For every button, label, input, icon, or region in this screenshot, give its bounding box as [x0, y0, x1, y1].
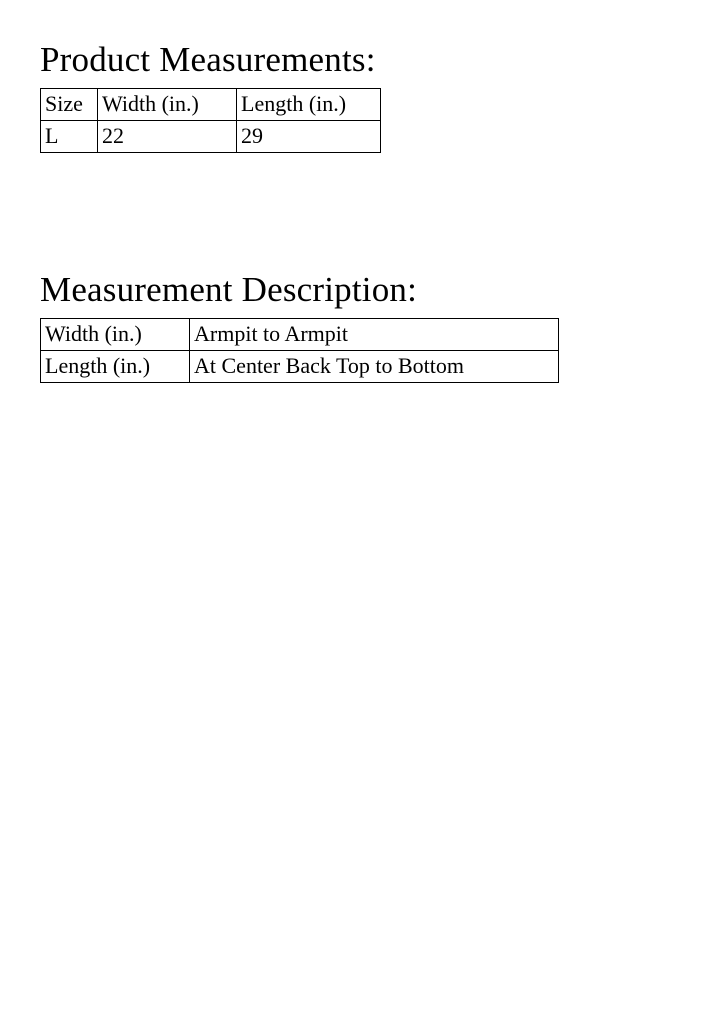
table-row — [41, 351, 559, 383]
cell-definition-width: Armpit to Armpit — [190, 319, 559, 351]
header-cell-length: Length (in.) — [237, 89, 381, 121]
cell-term-width: Width (in.) — [41, 319, 190, 351]
cell-definition-length: At Center Back Top to Bottom — [190, 351, 559, 383]
product-measurements-title: Product Measurements: — [40, 40, 376, 79]
table-row — [41, 121, 381, 153]
cell-size-value: L — [41, 121, 98, 153]
product-measurements-section — [40, 38, 381, 153]
cell-length-value: 29 — [237, 121, 381, 153]
measurement-description-section — [40, 268, 559, 383]
measurement-description-title: Measurement Description: — [40, 270, 418, 309]
product-measurements-table — [40, 88, 381, 153]
header-cell-width: Width (in.) — [98, 89, 237, 121]
table-row — [41, 319, 559, 351]
cell-term-length: Length (in.) — [41, 351, 190, 383]
table-header-row — [41, 89, 381, 121]
measurement-description-table — [40, 318, 559, 383]
cell-width-value: 22 — [98, 121, 237, 153]
header-cell-size: Size — [41, 89, 98, 121]
